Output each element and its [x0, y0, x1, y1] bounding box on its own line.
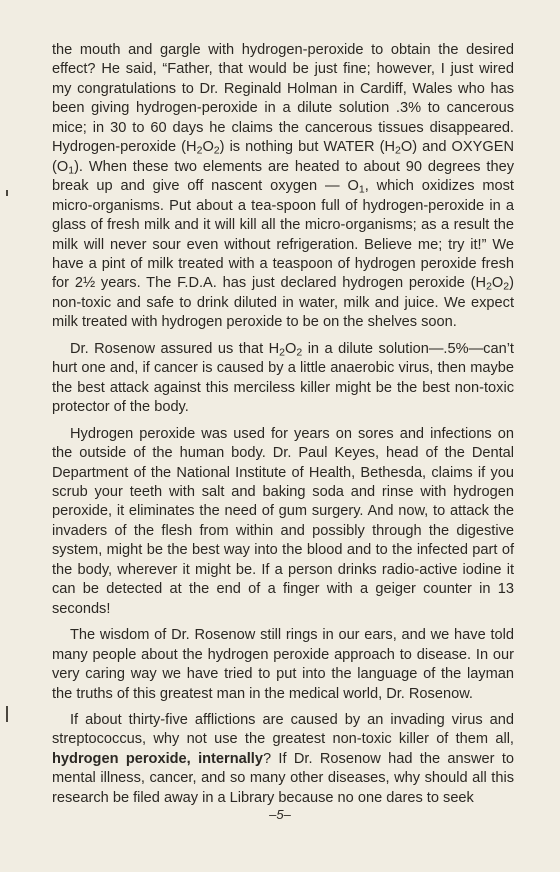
p1-text-a: the mouth and gargle with hydrogen-peroxide to obtain the desired effect? He said, “Father, that would be just fine; however, I just wired my congratulations to Dr. Reginald Holman in Cardiff, Wales who has been giving hydrogen-peroxide in a dilute solution .3% to cancerous mice; in 30 to 60 days he claims the cancerous tissues disappeared. Hydrogen-peroxide (H: [52, 42, 514, 156]
p2-sub-2: 2: [296, 346, 303, 359]
page-number: –5–: [269, 807, 291, 822]
paragraph-5: [52, 711, 514, 808]
p1-sub-7: 2: [503, 281, 510, 294]
p1-text-d: O) and OXYGEN (O: [52, 139, 514, 175]
p2-text-c: in a dilute solution—.5%—can’t hurt one and, if cancer is caused by a little anaerobic virus, then maybe the best attack against this merciless killer might be the best non-toxic protector of the body.: [52, 340, 514, 416]
p1-sub-4: 1: [68, 164, 75, 177]
p1-text-h: ) non-toxic and safe to drink diluted in water, milk and juice. We expect milk treated with hydrogen peroxide to be on the shelves soon.: [52, 275, 514, 331]
p2-sub-1: 2: [279, 346, 285, 359]
page-body: [52, 41, 514, 815]
p1-sub-3: 2: [395, 144, 401, 157]
p2-text-a: Dr. Rosenow assured us that H: [70, 340, 280, 357]
p1-text-e: ). When these two elements are heated to about 90 degrees they break up and give off nascent oxygen — O: [52, 158, 514, 195]
p1-sub-5: 1: [358, 183, 365, 196]
binding-mark-bottom: [6, 706, 8, 722]
paragraph-2: [52, 340, 514, 418]
p1-sub-2: 2: [213, 144, 220, 157]
binding-mark-top: [6, 190, 8, 196]
p1-sub-1: 2: [196, 144, 203, 157]
p1-text-b: O: [202, 139, 214, 156]
p2-text-b: O: [285, 340, 297, 357]
p1-text-g: O: [491, 275, 504, 292]
paragraph-4: The wisdom of Dr. Rosenow still rings in our ears, and we have told many people about the hydrogen peroxide approach to disease. In our very caring way we have tried to put into the language of the layman the truths of this greatest man in the medical world, Dr. Rosenow.: [52, 627, 514, 702]
p1-sub-6: 2: [486, 281, 492, 294]
p5-text-b: ? If Dr. Rosenow had the answer to mental illness, cancer, and so many other diseases, why should all this research be filed away in a Library because no one dares to seek: [52, 750, 514, 806]
p5-text-a: If about thirty-five afflictions are caused by an invading virus and streptococcus, why not use the greatest non-toxic killer of them all,: [52, 711, 514, 748]
p1-text-c: ) is nothing but WATER (H: [219, 139, 396, 156]
paragraph-3: Hydrogen peroxide was used for years on sores and infections on the outside of the human body. Dr. Paul Keyes, head of the Dental Department of the National Institute of Health, Bethesda, claims if you scrub your teeth with salt and baking soda and rinse with hydrogen peroxide, it eliminates the need of gum surgery. And now, to attack the invaders of the flesh from within and possibly through the digestive system, might be the best way into the blood and to the infected part of the body, wherever it might be. If a person drinks radio-active iodine it can be detected at the end of a finger with a geiger counter in 13 seconds!: [52, 425, 514, 617]
paragraph-1: [52, 41, 514, 333]
p1-text-f: , which oxidizes most micro-organisms. Put about a tea-spoon full of hydrogen-peroxide in a glass of fresh milk and it will kill all the micro-organisms; as a result the milk will never sour even without refrigeration. Believe me; try it!” We have a pint of milk treated with a teaspoon of hydrogen peroxide fresh for 2½ years. The F.D.A. has just declared hydrogen peroxide (H: [52, 178, 514, 292]
p5-bold-text: hydrogen peroxide, internally: [52, 750, 263, 767]
